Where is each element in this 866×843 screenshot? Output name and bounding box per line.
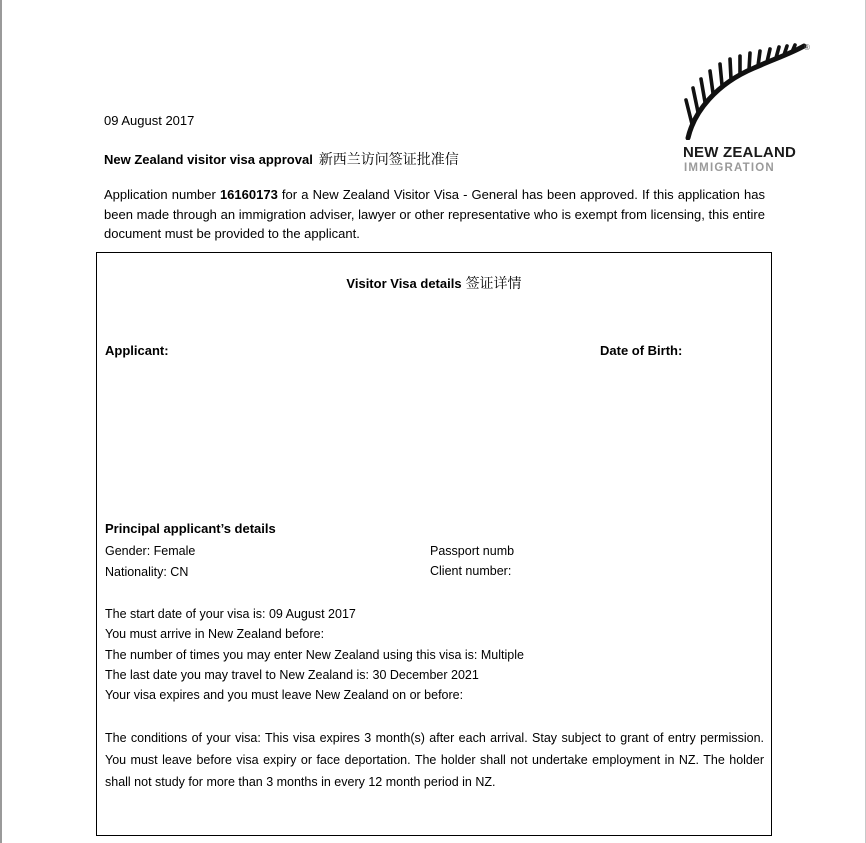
last-travel-date: The last date you may travel to New Zealand is: 30 December 2021 — [105, 668, 479, 682]
nationality-field: Nationality: CN — [105, 565, 189, 579]
visa-details-title-en: Visitor Visa details — [346, 276, 462, 291]
registered-mark: ® — [804, 43, 810, 52]
nz-immigration-logo — [680, 40, 815, 180]
letter-title-en: New Zealand visitor visa approval — [104, 152, 313, 167]
passport-number-field: Passport numb — [430, 544, 515, 558]
visa-details-title — [97, 273, 771, 293]
visa-details-title-cn: 签证详情 — [465, 276, 522, 292]
principal-applicant-heading: Principal applicant’s details — [105, 521, 276, 536]
applicant-label: Applicant: — [105, 343, 169, 358]
intro-prefix: Application number — [104, 187, 220, 202]
visa-conditions: The conditions of your visa: This visa expires 3 month(s) after each arrival. Stay subject to grant of entry permission. You must leave before visa expiry or face deportation. The holder shall not undertake employment in NZ. The holder shall not study for more than 3 months in every 12 month period in NZ. — [105, 731, 764, 789]
letter-title-cn: 新西兰访问签证批准信 — [318, 152, 459, 168]
gender-field: Gender: Female — [105, 544, 196, 558]
page-left-edge — [0, 0, 2, 843]
visa-details-box — [96, 252, 772, 836]
logo-new-zealand: NEW ZEALAND — [683, 144, 797, 161]
number-of-entries: The number of times you may enter New Zealand using this visa is: Multiple — [105, 648, 524, 662]
date-of-birth-label: Date of Birth: — [600, 343, 683, 358]
intro-suffix: for a New Zealand Visitor Visa - General has been approved. If this application has been made through an immigration adviser, lawyer or other representative who is exempt from licensing, this entire document must be provided to the applicant. — [104, 187, 765, 241]
arrive-before: You must arrive in New Zealand before: — [105, 627, 325, 641]
visa-start-date: The start date of your visa is: 09 August 2017 — [105, 607, 356, 621]
silver-fern-icon — [682, 40, 807, 140]
client-number-field: Client number: — [430, 564, 512, 578]
visa-expiry: Your visa expires and you must leave New Zealand on or before: — [105, 688, 464, 702]
letter-title — [104, 149, 459, 169]
application-number: 16160173 — [219, 187, 278, 202]
letter-date: 09 August 2017 — [104, 113, 195, 128]
intro-paragraph — [104, 185, 765, 244]
logo-immigration: IMMIGRATION — [684, 162, 775, 174]
